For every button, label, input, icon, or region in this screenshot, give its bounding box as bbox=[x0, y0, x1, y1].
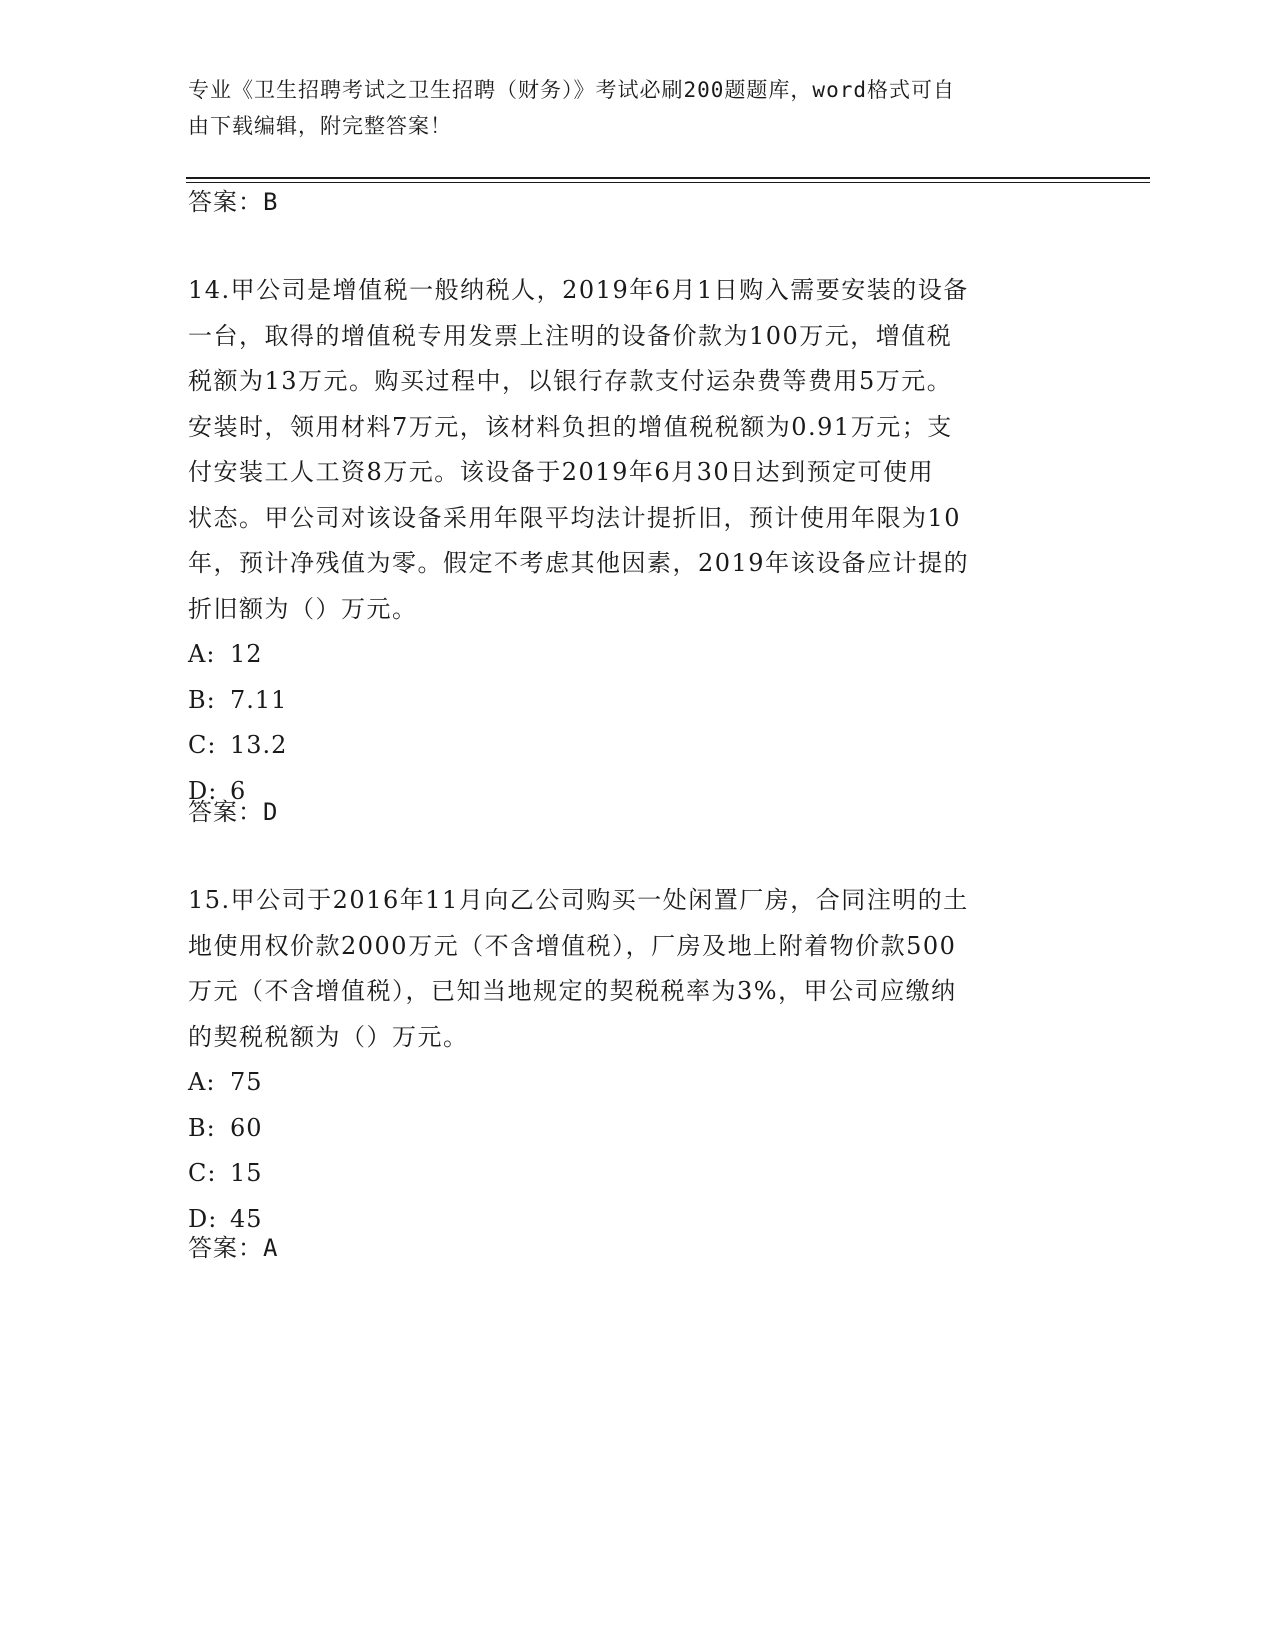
option-value: 15 bbox=[230, 1159, 263, 1187]
question-line: 年，预计净残值为零。假定不考虑其他因素，2019年该设备应计提的 bbox=[188, 549, 970, 577]
option-value: 6 bbox=[230, 776, 247, 805]
header-divider-thick bbox=[186, 177, 1150, 179]
option-value: 13.2 bbox=[230, 731, 288, 759]
question-line: 一台，取得的增值税专用发票上注明的设备价款为100万元，增值税 bbox=[188, 321, 953, 350]
question-15 bbox=[188, 878, 1088, 1242]
option-a bbox=[188, 632, 1088, 678]
option-value: 60 bbox=[230, 1113, 263, 1142]
header-divider-thin bbox=[186, 182, 1150, 183]
option-letter: A: bbox=[188, 1068, 216, 1096]
option-a bbox=[188, 1060, 1088, 1106]
option-value: 45 bbox=[230, 1204, 263, 1233]
question-line: 万元（不含增值税），已知当地规定的契税税率为3%，甲公司应缴纳 bbox=[188, 977, 957, 1005]
option-c bbox=[188, 723, 1088, 769]
answer-previous: 答案：B bbox=[188, 188, 279, 216]
question-line: 14.甲公司是增值税一般纳税人，2019年6月1日购入需要安装的设备 bbox=[188, 276, 969, 304]
option-value: 7.11 bbox=[230, 685, 288, 714]
question-line: 付安装工人工资8万元。该设备于2019年6月30日达到预定可使用 bbox=[188, 458, 935, 486]
answer-15: 答案：A bbox=[188, 1234, 279, 1262]
option-letter: B: bbox=[188, 685, 216, 714]
question-line: 税额为13万元。购买过程中，以银行存款支付运杂费等费用5万元。 bbox=[188, 367, 953, 395]
option-letter: C: bbox=[188, 731, 217, 759]
option-c bbox=[188, 1151, 1088, 1197]
option-b bbox=[188, 1106, 1088, 1152]
question-line: 的契税税额为（）万元。 bbox=[188, 1022, 469, 1051]
question-line: 折旧额为（）万元。 bbox=[188, 594, 418, 623]
answer-14: 答案：D bbox=[188, 798, 279, 826]
header-line-2: 由下载编辑，附完整答案！ bbox=[188, 114, 452, 138]
question-14 bbox=[188, 268, 1088, 814]
option-value: 12 bbox=[230, 640, 263, 668]
question-line: 15.甲公司于2016年11月向乙公司购买一处闲置厂房，合同注明的土 bbox=[188, 886, 969, 914]
option-b bbox=[188, 678, 1088, 724]
option-letter: D: bbox=[188, 1204, 218, 1233]
question-line: 地使用权价款2000万元（不含增值税），厂房及地上附着物价款500 bbox=[188, 931, 957, 960]
option-letter: D: bbox=[188, 776, 218, 805]
option-letter: C: bbox=[188, 1159, 217, 1187]
option-letter: B: bbox=[188, 1113, 216, 1142]
option-d bbox=[188, 769, 1088, 815]
header-line-1: 专业《卫生招聘考试之卫生招聘（财务）》考试必刷200题题库，word格式可自 bbox=[188, 78, 955, 102]
option-letter: A: bbox=[188, 640, 216, 668]
option-d bbox=[188, 1197, 1088, 1243]
question-line: 状态。甲公司对该设备采用年限平均法计提折旧，预计使用年限为10 bbox=[188, 503, 962, 532]
option-value: 75 bbox=[230, 1068, 263, 1096]
question-line: 安装时，领用材料7万元，该材料负担的增值税税额为0.91万元；支 bbox=[188, 412, 953, 441]
document-header bbox=[188, 72, 1068, 144]
